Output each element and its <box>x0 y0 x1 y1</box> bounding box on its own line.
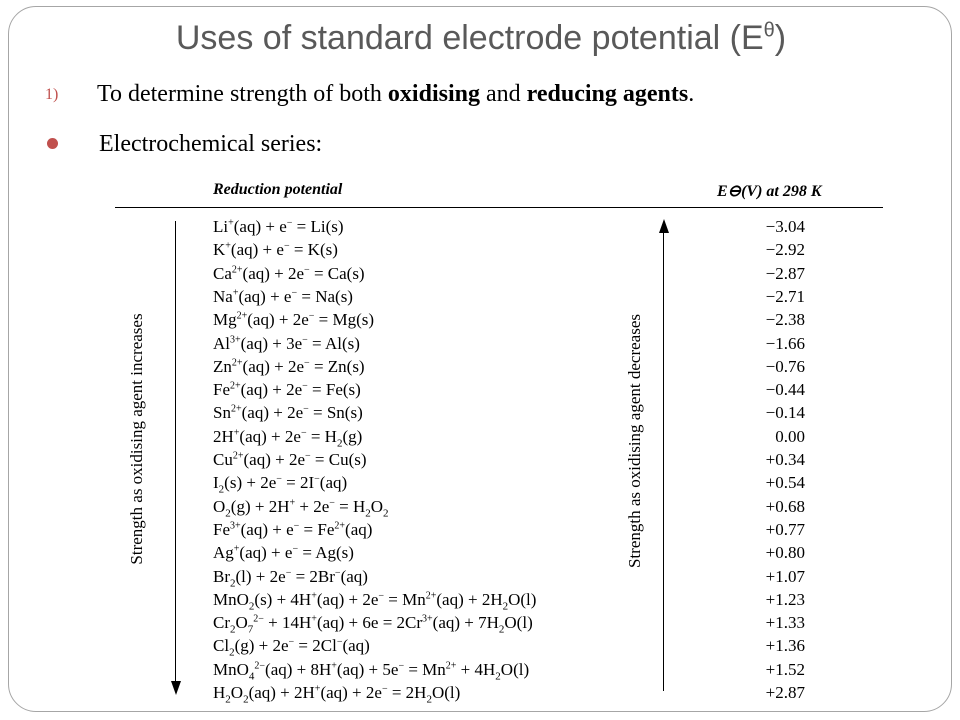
reaction-equation: $Cu^{2+}(aq) + 2e^- = Cu(s)$ <box>213 450 367 469</box>
standard-potential-value: +1.33 <box>765 613 805 633</box>
title-close-paren: ) <box>774 19 787 57</box>
title-text: Uses of standard electrode potential (E <box>175 19 764 57</box>
reaction-equation: $Sn^{2+}(aq) + 2e^- = Sn(s)$ <box>213 403 363 423</box>
reaction-equation: $Ca^{2+}(aq) + 2e^- = Ca(s)$ <box>213 263 365 283</box>
standard-potential-value: +1.36 <box>765 636 805 656</box>
header-electrode-potential: E⊖(V) at 298 K <box>717 183 822 200</box>
title-theta: θ <box>763 19 775 42</box>
standard-potential-value: +0.54 <box>765 473 805 493</box>
slide-title <box>9 19 953 58</box>
reaction-equation: $MnO_4^{2-}(aq) + 8H^+(aq) + 5e^- = Mn^{2+} + 4H_2O(l)$ <box>213 659 530 683</box>
bullet-text-b: and <box>479 81 527 107</box>
reaction-equation: $O_2(g) + 2H^+ + 2e^- = H_2O_2$ <box>213 496 389 519</box>
standard-potential-value: −2.92 <box>765 240 805 260</box>
standard-potential-value: −0.76 <box>765 356 805 376</box>
standard-potential-value: −1.66 <box>765 333 805 353</box>
reaction-equation: $H_2O_2(aq) + 2H^+(aq) + 2e^- = 2H_2O(l)$ <box>213 683 461 706</box>
header-reduction-potential: Reduction potential <box>213 181 343 198</box>
reaction-equation: $I_2(s) + 2e^- = 2I^-(aq)$ <box>213 473 348 496</box>
standard-potential-value: +1.07 <box>765 566 805 586</box>
standard-potential-value: 0.00 <box>775 426 805 446</box>
bullet-text-c: . <box>688 81 695 107</box>
bullet-number: 1) <box>45 86 59 103</box>
standard-potential-value: −3.04 <box>765 217 805 236</box>
standard-potential-value: −0.44 <box>765 380 805 400</box>
left-arrow-label-text: Strength as oxidising agent increases <box>127 313 146 565</box>
standard-potential-value: +1.23 <box>765 589 805 609</box>
reaction-equation: $Cl_2(g) + 2e^- = 2Cl^-(aq)$ <box>213 636 370 659</box>
standard-potential-value: −2.71 <box>765 286 805 306</box>
bullet-dot-icon <box>47 138 58 149</box>
reaction-equation: Na+(aq) + e− = Na(s) <box>213 286 353 306</box>
standard-potential-value: +0.68 <box>765 496 805 516</box>
bullet-item-1 <box>45 81 694 113</box>
arrow-down-icon <box>171 681 181 695</box>
reaction-equation: $Al^{3+}(aq) + 3e^- = Al(s)$ <box>213 333 360 353</box>
right-arrow-shaft <box>663 229 664 691</box>
bullet-bold-reducing: reducing agents <box>526 81 689 107</box>
reaction-equation: $MnO_2(s) + 4H^+(aq) + 2e^- = Mn^{2+}(aq) + 2H_2O(l)$ <box>213 589 537 613</box>
bullet-item-2 <box>45 131 322 163</box>
bullet-text: Electrochemical series: <box>99 131 323 157</box>
standard-potential-value: +1.52 <box>765 659 805 679</box>
slide-frame <box>8 6 952 712</box>
reaction-equation: $Zn^{2+}(aq) + 2e^- = Zn(s)$ <box>213 356 365 376</box>
bullet-bold-oxidising: oxidising <box>387 81 480 107</box>
electrochemical-series-figure <box>105 179 897 706</box>
reaction-equation: K+(aq) + e− = K(s) <box>213 240 338 260</box>
standard-potential-value: −2.38 <box>765 310 805 330</box>
reaction-equation: Li+(aq) + e− = Li(s) <box>213 217 344 236</box>
standard-potential-value: +2.87 <box>765 683 805 702</box>
left-arrow-shaft <box>175 221 176 683</box>
reaction-equation: $Cr_2O_7^{2-} + 14H^+(aq) + 6e = 2Cr^{3+}(aq) + 7H_2O(l)$ <box>213 613 533 636</box>
standard-potential-value: +0.77 <box>765 519 805 539</box>
standard-potential-value: +0.34 <box>765 450 805 469</box>
header-rule <box>115 207 883 208</box>
reaction-equation: $Fe^{2+}(aq) + 2e^- = Fe(s)$ <box>213 380 361 400</box>
reaction-equation: $Fe^{3+}(aq) + e^- = Fe^{2+}(aq)$ <box>213 519 373 539</box>
standard-potential-value: −2.87 <box>765 263 805 283</box>
reaction-equation: Ag+(aq) + e− = Ag(s) <box>213 543 354 563</box>
arrow-up-icon <box>659 219 669 233</box>
right-arrow-label-text: Strength as oxidising agent decreases <box>625 314 644 568</box>
reaction-equation: $2H^+(aq) + 2e^- = H_2(g)$ <box>213 426 363 450</box>
reaction-equation: $Br_2(l) + 2e^- = 2Br^-(aq)$ <box>213 566 368 589</box>
standard-potential-value: −0.14 <box>765 403 805 423</box>
standard-potential-value: +0.80 <box>765 543 805 563</box>
reaction-equation: $Mg^{2+}(aq) + 2e^- = Mg(s)$ <box>213 310 375 330</box>
bullet-text-a: To determine strength of both <box>97 81 388 107</box>
